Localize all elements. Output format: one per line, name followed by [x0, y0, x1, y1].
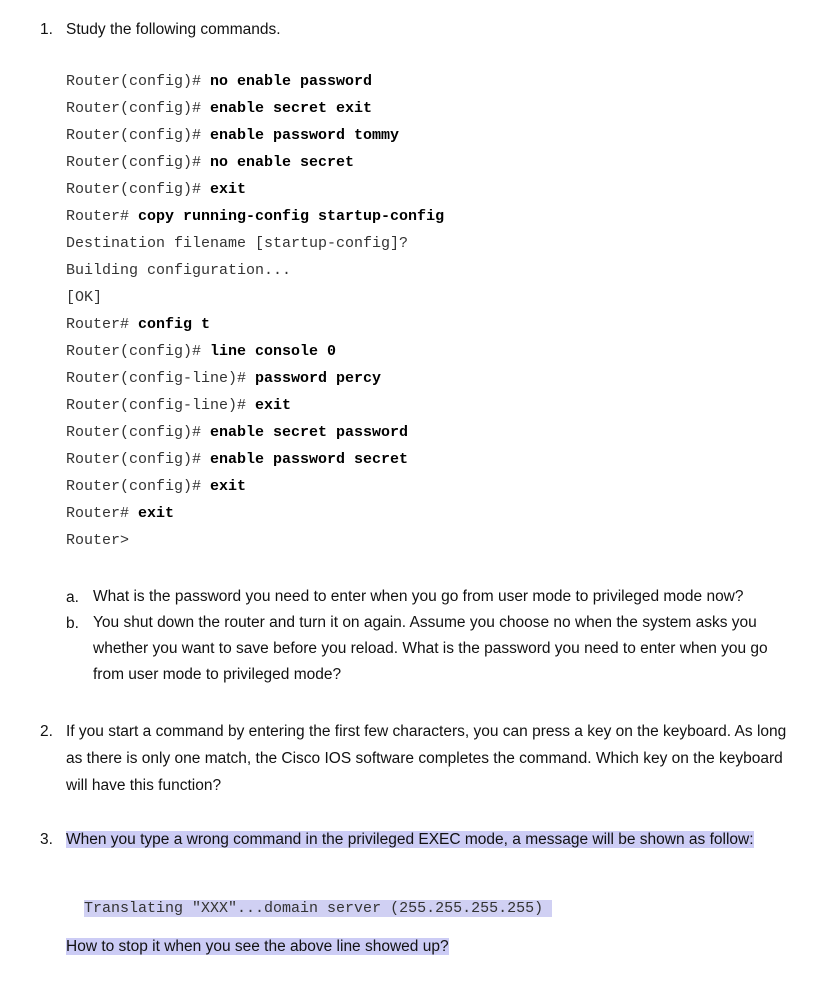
code-line — [66, 261, 291, 281]
question-1b-line: from user mode to privileged mode? — [93, 666, 342, 683]
code-prompt: Router(config)# — [66, 343, 211, 360]
code-command: no enable secret — [210, 154, 355, 171]
code-command: password percy — [255, 370, 382, 387]
code-line — [66, 504, 174, 524]
code-command: enable password secret — [210, 451, 409, 468]
code-line — [66, 153, 354, 173]
code-line — [66, 369, 381, 389]
question-2-line: will have this function? — [66, 777, 222, 794]
code-line — [66, 450, 408, 470]
code-line — [66, 180, 246, 200]
code-prompt: Router# — [66, 505, 139, 522]
code-prompt: Router(config)# — [66, 181, 211, 198]
code-command: enable secret password — [210, 424, 409, 441]
code-command: line console 0 — [210, 343, 337, 360]
code-line — [66, 207, 444, 227]
code-line — [66, 531, 129, 551]
code-command: copy running-config startup-config — [138, 208, 445, 225]
question-3-question: How to stop it when you see the above line showed up? — [66, 938, 449, 955]
code-command: no enable password — [210, 73, 373, 90]
question-3-text-wrap — [66, 831, 754, 849]
code-prompt: Router(config-line)# — [66, 397, 256, 414]
code-command: exit — [255, 397, 292, 414]
code-prompt: Router> — [66, 532, 130, 549]
code-line — [66, 72, 372, 92]
code-prompt: Router(config)# — [66, 127, 211, 144]
question-2-number: 2. — [40, 723, 53, 740]
code-prompt: Router(config)# — [66, 100, 211, 117]
code-line — [66, 477, 246, 497]
code-line — [66, 288, 102, 308]
code-line — [66, 99, 372, 119]
question-1-number: 1. — [40, 21, 53, 38]
question-1b-line: whether you want to save before you reload. What is the password you need to enter when you go — [93, 640, 768, 657]
question-1a-text: What is the password you need to enter when you go from user mode to privileged mode now? — [93, 588, 744, 605]
code-prompt: Router# — [66, 316, 139, 333]
code-prompt: Router# — [66, 208, 139, 225]
question-1b-line: You shut down the router and turn it on again. Assume you choose no when the system asks you — [93, 614, 757, 631]
question-1b-letter: b. — [66, 615, 79, 632]
question-1b-text — [93, 610, 768, 688]
code-command: exit — [210, 478, 247, 495]
code-command: enable password tommy — [210, 127, 400, 144]
code-prompt: Router(config)# — [66, 424, 211, 441]
code-line — [66, 126, 399, 146]
code-command: exit — [138, 505, 175, 522]
code-line — [66, 342, 336, 362]
question-3-question-wrap — [66, 938, 449, 956]
code-prompt: Building configuration... — [66, 262, 292, 279]
code-prompt: Router(config-line)# — [66, 370, 256, 387]
question-2-text — [66, 718, 836, 799]
question-3-text: When you type a wrong command in the privileged EXEC mode, a message will be shown as follow: — [66, 831, 754, 848]
question-1a-letter: a. — [66, 589, 79, 606]
question-3-code: Translating "XXX"...domain server (255.255.255.255) — [84, 900, 553, 917]
code-prompt: Router(config)# — [66, 73, 211, 90]
code-command: enable secret exit — [210, 100, 373, 117]
code-line — [66, 423, 408, 443]
code-prompt: Destination filename [startup-config]? — [66, 235, 409, 252]
code-prompt: [OK] — [66, 289, 103, 306]
code-prompt: Router(config)# — [66, 451, 211, 468]
question-1-title: Study the following commands. — [66, 21, 281, 38]
code-line — [66, 396, 291, 416]
code-line — [66, 234, 408, 254]
code-prompt: Router(config)# — [66, 478, 211, 495]
code-command: config t — [138, 316, 211, 333]
code-command: exit — [210, 181, 247, 198]
question-3-code-wrap — [66, 883, 552, 917]
code-prompt: Router(config)# — [66, 154, 211, 171]
question-3-number: 3. — [40, 831, 53, 848]
question-2-line: as there is only one match, the Cisco IOS software completes the command. Which key on the keyboard — [66, 750, 783, 767]
question-2-line: If you start a command by entering the first few characters, you can press a key on the keyboard. As long — [66, 723, 787, 740]
code-line — [66, 315, 210, 335]
